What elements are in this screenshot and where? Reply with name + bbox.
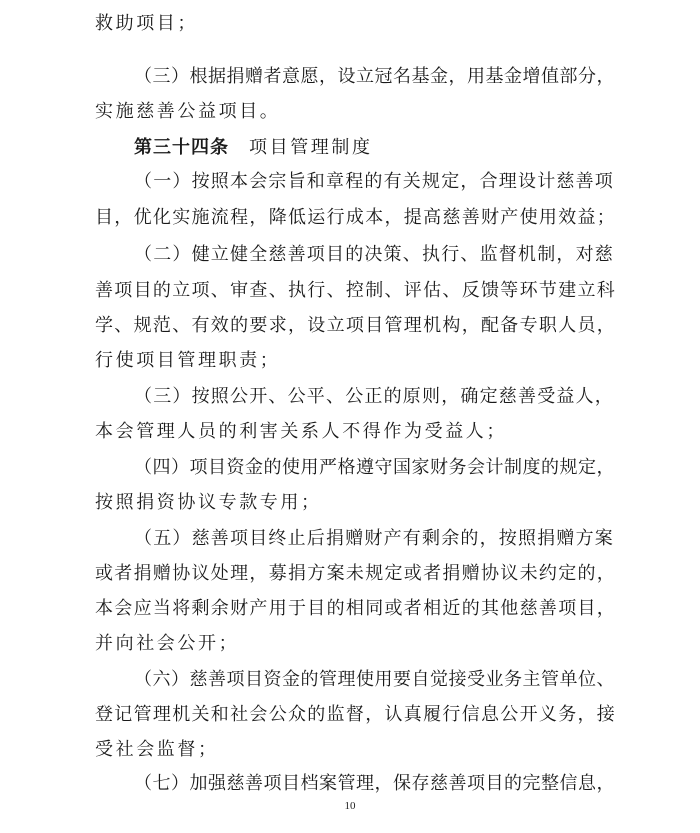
text-line: 实施慈善公益项目。: [95, 101, 281, 122]
text-line: （二）健立健全慈善项目的决策、执行、监督机制，对慈: [134, 244, 614, 265]
text-line: 善项目的立项、审查、执行、控制、评估、反馈等环节建立科: [95, 280, 617, 301]
text-line: （六）慈善项目资金的管理使用要自觉接受业务主管单位、: [134, 669, 615, 690]
text-line: 按照捐资协议专款专用；: [95, 492, 322, 513]
text-line: 登记管理机关和社会公众的监督，认真履行信息公开义务，接: [95, 704, 617, 725]
text-line: （一）按照本会宗旨和章程的有关规定，合理设计慈善项: [134, 171, 614, 192]
text-line: 或者捐赠协议处理，募捐方案未规定或者捐赠协议未约定的，: [95, 563, 617, 584]
text-line: 目，优化实施流程，降低运行成本，提高慈善财产使用效益；: [95, 207, 617, 228]
text-line: 本会应当将剩余财产用于目的相同或者相近的其他慈善项目，: [95, 598, 617, 619]
text-line: （七）加强慈善项目档案管理，保存慈善项目的完整信息，: [134, 773, 615, 794]
text-line: （四）项目资金的使用严格遵守国家财务会计制度的规定，: [134, 457, 615, 478]
article-heading: [134, 136, 373, 160]
page-number: 10: [344, 800, 356, 812]
text-line: 救助项目；: [95, 13, 198, 34]
text-line: （三）根据捐赠者意愿，设立冠名基金，用基金增值部分，: [134, 66, 615, 87]
text-line: 并向社会公开；: [95, 633, 240, 654]
article-number: 第三十四条: [134, 137, 229, 158]
article-title: 项目管理制度: [249, 137, 373, 158]
text-line: 受社会监督；: [95, 739, 219, 760]
text-line: 本会管理人员的利害关系人不得作为受益人；: [95, 421, 507, 442]
text-line: （五）慈善项目终止后捐赠财产有剩余的，按照捐赠方案: [134, 528, 614, 549]
text-line: 行使项目管理职责；: [95, 350, 281, 371]
text-line: 学、规范、有效的要求，设立项目管理机构，配备专职人员，: [95, 315, 617, 336]
text-line: （三）按照公开、公平、公正的原则，确定慈善受益人，: [134, 386, 614, 407]
